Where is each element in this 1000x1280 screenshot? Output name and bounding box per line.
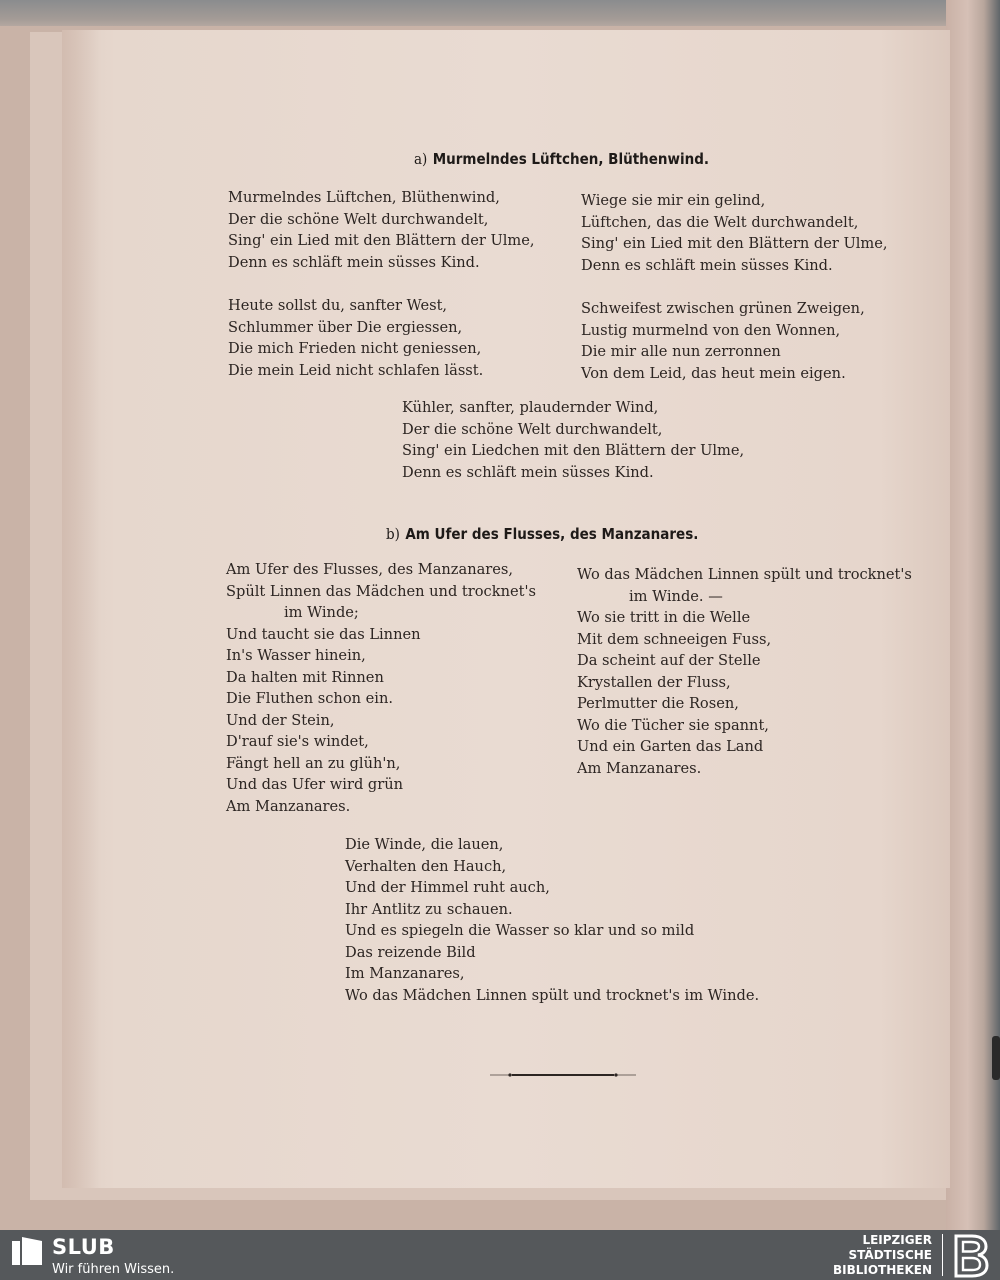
verse-line: Murmelndes Lüftchen, Blüthenwind,: [228, 189, 500, 206]
verse-line: Denn es schläft mein süsses Kind.: [402, 463, 654, 481]
verse-line: im Winde;: [284, 604, 359, 621]
verse-line: Die mir alle nun zerronnen: [581, 343, 781, 360]
song-a-left-column: [228, 187, 535, 403]
verse-line: D'rauf sie's windet,: [226, 733, 369, 750]
verse-line: Denn es schläft mein süsses Kind.: [581, 256, 833, 274]
verse-line: Und der Himmel ruht auch,: [345, 879, 550, 896]
song-b-title: Am Ufer des Flusses, des Manzanares.: [405, 525, 699, 543]
verse-line: Und der Stein,: [226, 711, 335, 729]
verse-line: Verhalten den Hauch,: [345, 857, 507, 875]
verse-line: Schweifest zwischen grünen Zweigen,: [581, 300, 865, 317]
verse-line: Kühler, sanfter, plaudernder Wind,: [402, 399, 659, 416]
verse-line: Wo die Tücher sie spannt,: [577, 716, 769, 734]
verse-line: Krystallen der Fluss,: [577, 673, 731, 691]
verse-line: Heute sollst du, sanfter West,: [228, 297, 448, 314]
song-a-left-stanza: [228, 187, 535, 273]
song-a-right-column: [581, 190, 888, 406]
lsb-line: BIBLIOTHEKEN: [832, 1263, 932, 1277]
verse-line: Ihr Antlitz zu schauen.: [345, 900, 513, 918]
verse-line: Wo das Mädchen Linnen spült und trocknet's: [577, 566, 912, 583]
verse-line: Von dem Leid, das heut mein eigen.: [581, 364, 846, 382]
lsb-line: LEIPZIGER: [862, 1233, 932, 1247]
verse-line: Lüftchen, das die Welt durchwandelt,: [581, 213, 859, 231]
verse-line: Wo das Mädchen Linnen spült und trocknet's im Winde.: [345, 986, 760, 1004]
verse-line: Wiege sie mir ein gelind,: [581, 192, 766, 209]
verse-line: Der die schöne Welt durchwandelt,: [228, 210, 489, 228]
lsb-wordmark[interactable]: [833, 1233, 932, 1278]
verse-line: Am Manzanares.: [226, 797, 351, 815]
slub-name[interactable]: SLUB: [52, 1235, 115, 1259]
verse-line: Fängt hell an zu glüh'n,: [226, 754, 401, 772]
verse-line: Sing' ein Lied mit den Blättern der Ulme,: [581, 235, 888, 252]
verse-line: Am Manzanares.: [577, 759, 702, 777]
footer-bar: [0, 1230, 1000, 1280]
song-a-right-stanza: [581, 190, 888, 276]
verse-line: Schlummer über Die ergiessen,: [228, 318, 463, 336]
verse-line: Die mich Frieden nicht geniessen,: [228, 340, 482, 357]
verse-line: Denn es schläft mein süsses Kind.: [228, 253, 480, 271]
verse-line: Der die schöne Welt durchwandelt,: [402, 420, 663, 438]
lsb-line: STÄDTISCHE: [848, 1248, 932, 1262]
verse-line: Da scheint auf der Stelle: [577, 652, 761, 669]
verse-line: Und taucht sie das Linnen: [226, 625, 421, 643]
slub-logo-icon[interactable]: [12, 1237, 42, 1265]
verse-line: Sing' ein Lied mit den Blättern der Ulme,: [228, 232, 535, 249]
verse-line: Im Manzanares,: [345, 965, 465, 982]
verse-line: In's Wasser hinein,: [226, 647, 366, 664]
verse-line: Und das Ufer wird grün: [226, 776, 404, 793]
verse-line: Sing' ein Liedchen mit den Blättern der Ulme,: [402, 442, 745, 459]
song-a-heading: [414, 150, 709, 168]
verse-line: Das reizende Bild: [345, 943, 476, 961]
verse-line: Die Fluthen schon ein.: [226, 690, 394, 707]
verse-line: Die Winde, die lauen,: [345, 836, 504, 853]
song-a-title: Murmelndes Lüftchen, Blüthenwind.: [432, 150, 710, 168]
page-clip: [992, 1036, 1000, 1080]
verse-line: Spült Linnen das Mädchen und trocknet's: [226, 582, 536, 600]
verse-line: Perlmutter die Rosen,: [577, 695, 739, 712]
song-a-center-stanza: [402, 397, 744, 483]
song-b-marker: b): [386, 525, 400, 543]
verse-line: Da halten mit Rinnen: [226, 668, 384, 686]
song-b-left-column: [226, 559, 536, 817]
song-a-marker: a): [414, 150, 428, 168]
song-b-right-column: [577, 564, 912, 779]
song-a-left-stanza: [228, 295, 535, 381]
verse-line: Lustig murmelnd von den Wonnen,: [581, 321, 841, 339]
verse-line: Die mein Leid nicht schlafen lässt.: [228, 361, 484, 379]
lsb-logo-icon[interactable]: [952, 1234, 990, 1278]
verse-line: im Winde. —: [629, 587, 723, 605]
verse-line: Und es spiegeln die Wasser so klar und so mild: [345, 922, 695, 939]
verse-line: Mit dem schneeigen Fuss,: [577, 630, 772, 648]
verse-line: Am Ufer des Flusses, des Manzanares,: [226, 561, 514, 578]
slub-tagline: Wir führen Wissen.: [52, 1262, 175, 1277]
page-gutter-shadow: [62, 30, 100, 1188]
lsb-divider: [942, 1234, 943, 1276]
verse-line: Und ein Garten das Land: [577, 738, 764, 755]
verse-line: Wo sie tritt in die Welle: [577, 609, 751, 626]
song-b-heading: [386, 525, 698, 543]
song-a-right-stanza: [581, 298, 888, 384]
ornament-divider: [490, 1070, 636, 1080]
song-b-center-stanza: [345, 834, 759, 1006]
